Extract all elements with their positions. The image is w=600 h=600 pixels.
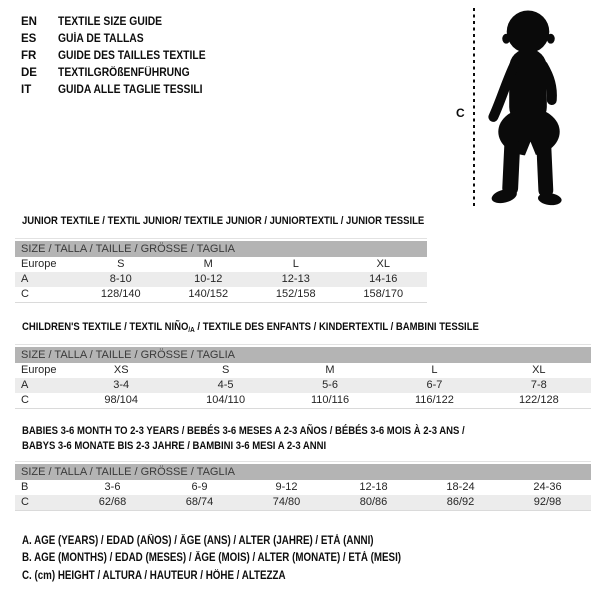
table-cell: XL bbox=[376, 258, 390, 270]
footnotes bbox=[22, 535, 468, 587]
guide-title-de: TEXTILGRÖßENFÜHRUNG bbox=[58, 66, 190, 79]
lang-row-de bbox=[21, 64, 222, 81]
section-heading-children bbox=[22, 320, 559, 338]
lang-code: ES bbox=[21, 32, 37, 45]
table-row-c bbox=[15, 495, 591, 510]
footnote-c-text: C. (cm) HEIGHT / ALTURA / HAUTEUR / HÖHE / ALTEZZA bbox=[22, 569, 286, 582]
lang-row-it bbox=[21, 81, 222, 98]
size-bar-label: SIZE / TALLA / TAILLE / GRÖSSE / TAGLIA bbox=[15, 464, 591, 480]
language-title-list bbox=[21, 13, 222, 98]
section-heading-junior-text: JUNIOR TEXTILE / TEXTIL JUNIOR/ TEXTILE JUNIOR / JUNIORTEXTIL / JUNIOR TESSILE bbox=[22, 215, 425, 227]
table-row-c bbox=[15, 287, 427, 302]
table-cell: 104/110 bbox=[206, 394, 246, 406]
table-cell: 122/128 bbox=[518, 394, 559, 406]
table-cell: 116/122 bbox=[414, 394, 454, 406]
section-heading-children-text bbox=[22, 320, 479, 338]
table-row-europe bbox=[15, 257, 427, 272]
table-cell: 98/104 bbox=[104, 394, 139, 406]
guide-title-es: GUÍA DE TALLAS bbox=[58, 32, 144, 45]
section-heading-babies bbox=[22, 424, 543, 453]
toddler-silhouette-icon bbox=[484, 8, 574, 208]
table-cell: 7-8 bbox=[530, 379, 547, 391]
guide-title-fr: GUIDE DES TAILLES TEXTILE bbox=[58, 49, 206, 62]
row-label: Europe bbox=[21, 258, 57, 270]
height-measure-label: C bbox=[456, 106, 465, 120]
table-cell: L bbox=[431, 364, 438, 376]
table-cell: 110/116 bbox=[310, 394, 350, 406]
lang-row-en bbox=[21, 13, 222, 30]
row-label: B bbox=[21, 481, 29, 493]
table-cell: 6-7 bbox=[426, 379, 443, 391]
table-cell: 5-6 bbox=[322, 379, 338, 391]
table-cell: 10-12 bbox=[194, 273, 223, 285]
table-cell: 14-16 bbox=[369, 273, 398, 285]
footnote-b-text: B. AGE (MONTHS) / EDAD (MESES) / ÂGE (MOIS) / ALTER (MONATE) / ETÀ (MESI) bbox=[22, 552, 402, 565]
lang-row-es bbox=[21, 30, 222, 47]
size-bar-label: SIZE / TALLA / TAILLE / GRÖSSE / TAGLIA bbox=[15, 241, 427, 257]
table-row-a bbox=[15, 378, 591, 393]
guide-title-en: TEXTILE SIZE GUIDE bbox=[58, 15, 163, 28]
junior-size-table bbox=[15, 238, 427, 303]
children-table-rows bbox=[15, 363, 591, 408]
lang-row-fr bbox=[21, 47, 222, 64]
lang-code: IT bbox=[21, 83, 32, 96]
table-cell: XS bbox=[113, 364, 129, 376]
babies-heading-line1: BABIES 3-6 MONTH TO 2-3 YEARS / BEBÉS 3-6 MESES A 2-3 AÑOS / BÉBÉS 3-6 MOIS À 2-3 ANS / bbox=[22, 425, 465, 437]
junior-table-rows bbox=[15, 257, 427, 302]
table-cell: 62/68 bbox=[98, 496, 127, 508]
table-cell: 18-24 bbox=[446, 481, 475, 493]
table-cell: 152/158 bbox=[275, 288, 316, 300]
guide-title-it: GUIDA ALLE TAGLIE TESSILI bbox=[58, 83, 203, 96]
table-cell: L bbox=[292, 258, 299, 270]
table-cell: S bbox=[221, 364, 230, 376]
lang-code: DE bbox=[21, 66, 37, 79]
children-heading-post: / TEXTILE DES ENFANTS / KINDERTEXTIL / BAMBINI TESSILE bbox=[194, 321, 479, 333]
table-cell: 12-13 bbox=[281, 273, 310, 285]
table-cell: 6-9 bbox=[191, 481, 208, 493]
babies-size-table bbox=[15, 461, 591, 511]
table-cell: S bbox=[117, 258, 125, 270]
footnote-c bbox=[22, 570, 468, 587]
table-cell: 24-36 bbox=[533, 481, 562, 493]
children-heading-sub: /A bbox=[188, 325, 195, 334]
height-dashed-line bbox=[473, 8, 475, 207]
table-cell: 74/80 bbox=[272, 496, 301, 508]
lang-code: EN bbox=[21, 15, 37, 28]
children-heading-pre: CHILDREN'S TEXTILE / TEXTIL NIÑO bbox=[22, 321, 189, 333]
table-row-c bbox=[15, 393, 591, 408]
row-label: C bbox=[21, 394, 29, 406]
table-cell: 4-5 bbox=[217, 379, 234, 391]
table-cell: 140/152 bbox=[188, 288, 229, 300]
table-cell: M bbox=[203, 258, 213, 270]
table-cell: 12-18 bbox=[359, 481, 388, 493]
table-cell: 9-12 bbox=[275, 481, 298, 493]
table-row-a bbox=[15, 272, 427, 287]
table-cell: 68/74 bbox=[185, 496, 214, 508]
size-bar-label: SIZE / TALLA / TAILLE / GRÖSSE / TAGLIA bbox=[15, 347, 591, 363]
table-cell: 128/140 bbox=[100, 288, 141, 300]
row-label: A bbox=[21, 273, 29, 285]
row-label: A bbox=[21, 379, 29, 391]
section-heading-junior bbox=[22, 214, 495, 229]
table-cell: XL bbox=[532, 364, 546, 376]
lang-code: FR bbox=[21, 49, 37, 62]
row-label: C bbox=[21, 288, 29, 300]
table-cell: M bbox=[325, 364, 335, 376]
children-size-table bbox=[15, 344, 591, 409]
table-row-b bbox=[15, 480, 591, 495]
table-cell: 92/98 bbox=[533, 496, 562, 508]
table-cell: 80/86 bbox=[359, 496, 388, 508]
footnote-a-text: A. AGE (YEARS) / EDAD (AÑOS) / ÂGE (ANS) / ALTER (JAHRE) / ETÀ (ANNI) bbox=[22, 535, 374, 547]
table-cell: 86/92 bbox=[446, 496, 475, 508]
row-label: C bbox=[21, 496, 29, 508]
footnote-a bbox=[22, 535, 468, 552]
table-cell: 3-6 bbox=[104, 481, 121, 493]
babies-table-rows bbox=[15, 480, 591, 510]
table-cell: 8-10 bbox=[109, 273, 132, 285]
row-label: Europe bbox=[21, 364, 57, 376]
babies-heading-line2: BABYS 3-6 MONATE BIS 2-3 JAHRE / BAMBINI 3-6 MESI A 2-3 ANNI bbox=[22, 439, 327, 452]
footnote-b bbox=[22, 552, 468, 569]
table-row-europe bbox=[15, 363, 591, 378]
table-cell: 3-4 bbox=[113, 379, 130, 391]
table-cell: 158/170 bbox=[363, 288, 404, 300]
